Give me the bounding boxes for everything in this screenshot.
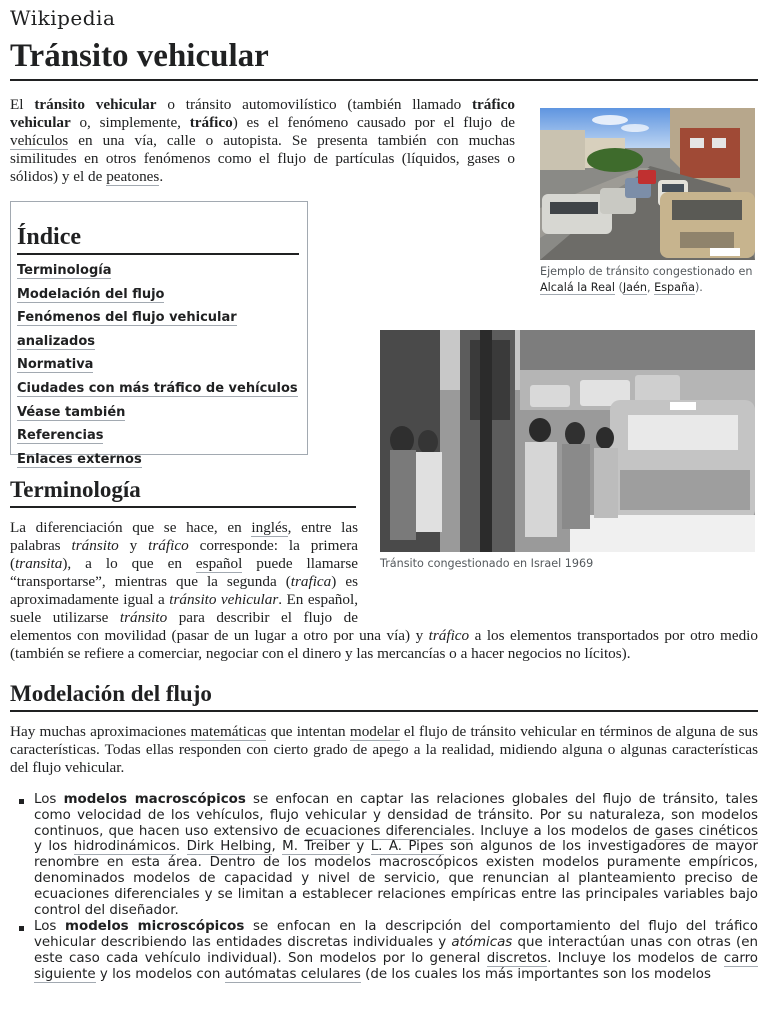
list-bold-term: modelos macroscópicos — [63, 792, 246, 807]
link-discretos[interactable]: discretos — [486, 950, 548, 966]
toc-item-label: Terminología — [17, 263, 112, 278]
intro-paragraph — [10, 96, 515, 186]
body-text: , entre las palabras — [10, 519, 358, 554]
toc-item-label: Véase también — [17, 404, 126, 420]
toc-item-ciudades[interactable] — [17, 377, 299, 401]
table-of-contents — [10, 201, 308, 467]
body-text: el flujo de tránsito vehicular en términos de alguna de sus características. Todas ellas responden con cierto grado de apego a la realidad, midiendo alguna o algunas características del flujo vehicular. — [10, 723, 759, 776]
italic-term: atómicas — [451, 935, 513, 951]
toc-item-fenomenos[interactable] — [17, 306, 299, 353]
body-text: puede llamarse “transportarse”, mientras que la segunda ( — [10, 555, 358, 590]
list-text: son algunos de los investigadores de mayor renombre en esta área. Dentro de los modelos macroscópicos existen modelos puramente empíricos, denominados modelos de capacidad y nivel de servicio, que renuncian al planteamiento preciso de ecuaciones diferenciales y se limitan a establecer relaciones empíricas entre las principales variables bajo control del diseñador. — [34, 839, 758, 918]
toc-list — [17, 259, 299, 471]
link-dirk-helbing[interactable]: Dirk Helbing — [186, 839, 272, 855]
italic-term: tránsito — [71, 537, 119, 554]
toc-item-normativa[interactable] — [17, 353, 299, 377]
list-text: y los — [34, 839, 74, 855]
italic-term: tráfico — [428, 627, 470, 644]
terminologia-paragraph-wrapper — [10, 519, 758, 663]
list-item-microscopicos — [10, 919, 758, 982]
link-espanol[interactable]: español — [195, 555, 243, 572]
italic-term: transita — [15, 555, 63, 572]
link-matematicas[interactable]: matemáticas — [190, 723, 267, 740]
model-types-list — [10, 792, 758, 984]
link-vehiculos[interactable]: vehículos — [10, 132, 69, 149]
caption-text: , — [647, 281, 655, 294]
italic-term: tránsito vehicular — [169, 591, 279, 608]
list-text: . Incluye a los modelos de — [470, 823, 655, 839]
list-text: (de los cuales los más importantes son los modelos — [360, 966, 711, 982]
intro-text: . — [159, 168, 164, 185]
intro-bold-term: tránsito vehicular — [34, 96, 157, 113]
list-text: . — [175, 839, 187, 855]
toc-item-modelacion[interactable] — [17, 283, 299, 307]
link-automatas-celulares[interactable]: autómatas celulares — [224, 966, 361, 982]
link-gases-cineticos[interactable]: gases cinéticos — [654, 823, 759, 839]
body-text: ) es aproximadamente igual a — [10, 573, 358, 608]
toc-item-label: Fenómenos del flujo vehicular analizados — [17, 310, 237, 349]
figure-caption-alcala — [540, 264, 755, 296]
intro-bold-term: tráfico vehicular — [10, 96, 515, 131]
list-text: que interactúan unas con otras (en este caso cada vehículo individual). Son modelos por lo general — [34, 935, 758, 966]
logo-text: Wikipedia — [10, 6, 116, 30]
body-text: y — [118, 537, 149, 554]
link-jaen[interactable]: Jaén — [622, 281, 647, 294]
list-item-macroscopicos — [10, 792, 758, 918]
wikipedia-logo[interactable] — [10, 6, 115, 30]
toc-item-label: Enlaces externos — [17, 451, 142, 467]
body-text: ), a lo que en — [62, 555, 196, 572]
toc-title: Índice — [17, 224, 299, 255]
toc-item-label: Normativa — [17, 357, 94, 373]
intro-text: o, simplemente, — [70, 114, 190, 131]
body-text: La diferenciación que se hace, en — [10, 519, 252, 536]
float-spacer — [358, 519, 758, 617]
caption-text: ). — [694, 281, 703, 294]
toc-item-terminologia[interactable] — [17, 259, 299, 283]
list-text: . Incluye los modelos de — [547, 950, 724, 966]
list-text: Los — [34, 792, 64, 807]
link-alcala-la-real[interactable]: Alcalá la Real — [540, 281, 615, 294]
toc-item-referencias[interactable] — [17, 424, 299, 448]
toc-item-vease[interactable] — [17, 401, 299, 425]
toc-item-enlaces[interactable] — [17, 448, 299, 472]
italic-term: tránsito — [119, 609, 168, 626]
body-text: corresponde: la primera ( — [10, 537, 358, 572]
link-m-treiber[interactable]: M. Treiber — [282, 839, 350, 855]
intro-bold-term: tráfico — [189, 114, 233, 131]
section-heading-terminologia: Terminología — [10, 477, 356, 508]
link-peatones[interactable]: peatones — [106, 168, 160, 185]
list-text: se enfocan en la descripción del comportamiento del flujo del tráfico vehicular describiendo las entidades discretas individuales y — [34, 919, 758, 951]
italic-term: trafica — [290, 573, 332, 590]
intro-text: en una vía, calle o autopista. Se presenta también con muchas similitudes en otros fenómenos como el flujo de partículas (líquidos, gases o sólidos) y el de — [10, 132, 515, 185]
link-espana[interactable]: España — [654, 281, 695, 294]
intro-text: El — [10, 96, 24, 113]
intro-text: o tránsito automovilístico (también llamado — [156, 96, 472, 113]
italic-term: tráfico — [148, 537, 189, 554]
traffic-photo-alcala[interactable] — [540, 108, 755, 260]
body-text: . En español, suele utilizarse — [10, 591, 359, 626]
link-carro-siguiente[interactable]: carro siguiente — [34, 950, 758, 982]
modelacion-paragraph — [10, 723, 758, 777]
toc-item-label: Referencias — [17, 428, 104, 444]
list-text: y los modelos con — [95, 966, 225, 982]
caption-text: ( — [614, 281, 623, 294]
link-ingles[interactable]: inglés — [251, 519, 288, 536]
toc-item-label: Ciudades con más tráfico de vehículos — [17, 380, 298, 396]
link-la-pipes[interactable]: L. A. Pipes — [370, 839, 444, 855]
section-heading-modelacion: Modelación del flujo — [10, 681, 758, 712]
intro-text: ) es el fenómeno causado por el flujo de — [232, 114, 515, 131]
figure-caption-israel: Tránsito congestionado en Israel 1969 — [380, 557, 594, 570]
list-text: se enfocan en captar las relaciones globales del flujo de tránsito, tales como velocidad de los vehículos, flujo vehicular y densidad de tránsito. Por su naturaleza, son modelos continuos, que hacen uso extensivo de — [34, 792, 758, 839]
toc-item-label: Modelación del flujo — [17, 286, 165, 302]
list-text: , — [271, 839, 283, 855]
list-text: Los — [34, 919, 66, 935]
list-bold-term: modelos microscópicos — [65, 919, 245, 935]
link-hidrodinamicos[interactable]: hidrodinámicos — [73, 839, 176, 855]
list-text: y — [350, 839, 371, 855]
link-modelar[interactable]: modelar — [349, 723, 400, 740]
body-text: para describir el flujo de elementos con movilidad (pasar de un lugar a otro por una vía) y — [10, 609, 429, 644]
figure-alcala-traffic — [540, 108, 755, 296]
page-title: Tránsito vehicular — [10, 38, 758, 81]
body-text: Hay muchas aproximaciones — [10, 723, 191, 740]
caption-text: Ejemplo de tránsito congestionado en — [540, 265, 753, 278]
link-ecuaciones-diferenciales[interactable]: ecuaciones diferenciales — [305, 823, 471, 839]
body-text: que intentan — [266, 723, 350, 740]
body-text: a los elementos transportados por otro medio (también se refiere a comerciar, negociar con el dinero y las mercancías o a hacer negocios no lícitos). — [10, 627, 758, 662]
